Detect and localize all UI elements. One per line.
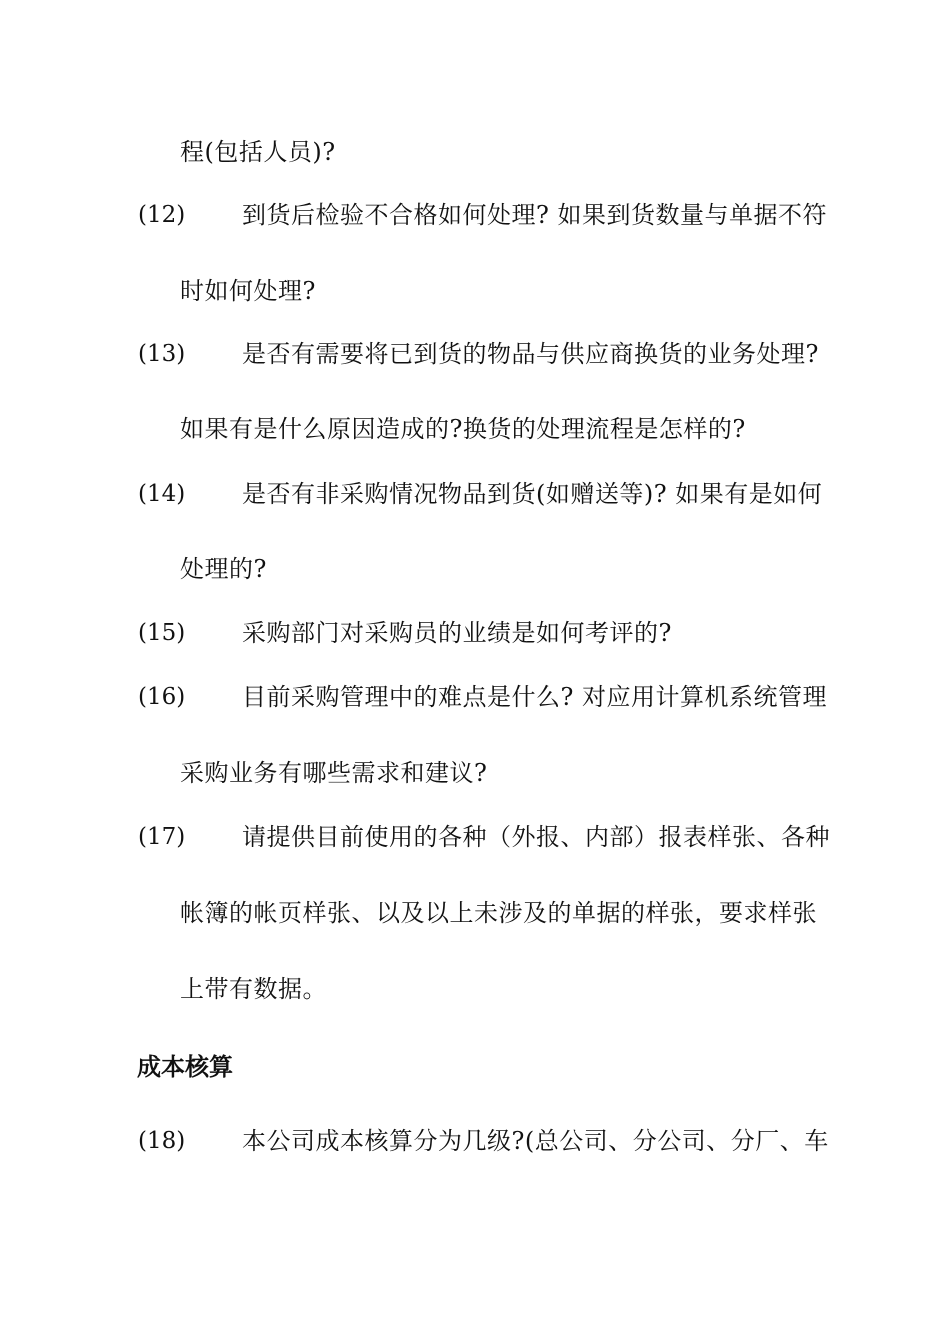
item-16-line-2: 采购业务有哪些需求和建议? (180, 759, 488, 787)
item-number-12: (12) (138, 202, 186, 228)
item-16-line-1: 目前采购管理中的难点是什么? 对应用计算机系统管理 (242, 683, 827, 711)
item-number-15: (15) (138, 620, 186, 646)
item-12-line-2: 时如何处理? (180, 277, 316, 305)
item-14-line-2: 处理的? (180, 555, 267, 583)
item-12-line-1: 到货后检验不合格如何处理? 如果到货数量与单据不符 (242, 201, 827, 229)
item-15-line-1: 采购部门对采购员的业绩是如何考评的? (242, 619, 672, 647)
item-17-line-1: 请提供目前使用的各种（外报、内部）报表样张、各种 (242, 823, 830, 851)
item-number-16: (16) (138, 684, 186, 710)
item-number-13: (13) (138, 341, 186, 367)
section-heading: 成本核算 (137, 1053, 233, 1081)
item-14-line-1: 是否有非采购情况物品到货(如赠送等)? 如果有是如何 (242, 480, 823, 508)
continuation-line: 程(包括人员)? (180, 138, 336, 166)
item-13-line-1: 是否有需要将已到货的物品与供应商换货的业务处理? (242, 340, 819, 368)
item-18-line-1: 本公司成本核算分为几级?(总公司、分公司、分厂、车 (242, 1127, 829, 1155)
item-number-14: (14) (138, 481, 186, 507)
item-13-line-2: 如果有是什么原因造成的?换货的处理流程是怎样的? (180, 415, 746, 443)
item-number-18: (18) (138, 1128, 186, 1154)
item-17-line-3: 上带有数据。 (180, 975, 327, 1003)
item-17-line-2: 帐簿的帐页样张、以及以上未涉及的单据的样张，要求样张 (180, 899, 817, 927)
item-number-17: (17) (138, 824, 186, 850)
